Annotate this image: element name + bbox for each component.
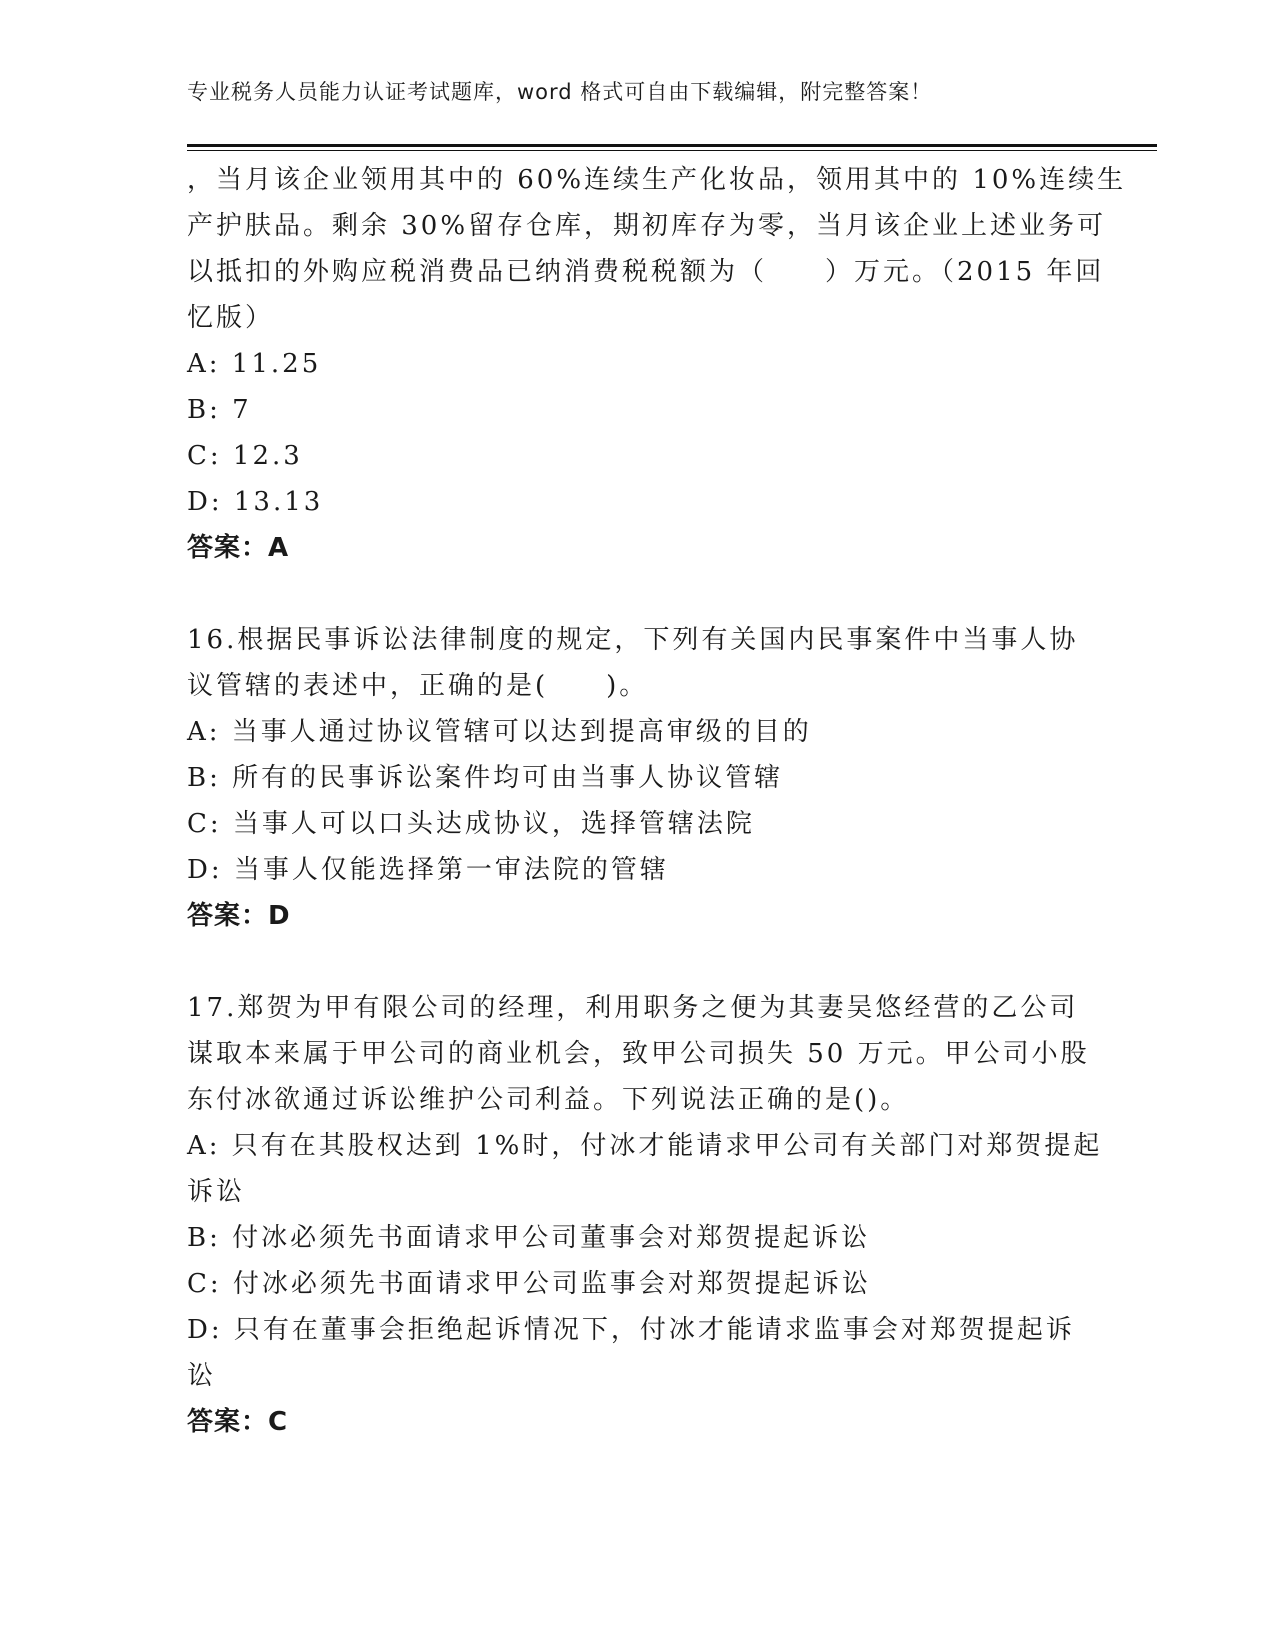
question-text-line: 议管辖的表述中，正确的是( )。	[187, 671, 649, 701]
option-a: A: 11.25	[187, 349, 322, 379]
option-d: D: 当事人仅能选择第一审法院的管辖	[187, 855, 669, 885]
question-content	[187, 157, 1127, 1445]
question-text-line: 谋取本来属于甲公司的商业机会，致甲公司损失 50 万元。甲公司小股	[187, 1039, 1090, 1069]
question-text-line: 东付冰欲通过诉讼维护公司利益。下列说法正确的是()。	[187, 1085, 910, 1115]
question-text-line: ，当月该企业领用其中的 60%连续生产化妆品，领用其中的 10%连续生	[187, 165, 1127, 195]
question-text-line: 16.根据民事诉讼法律制度的规定，下列有关国内民事案件中当事人协	[187, 625, 1079, 655]
option-a-continued: 诉讼	[187, 1177, 246, 1207]
header-rule-thin	[187, 150, 1157, 151]
option-c: C: 当事人可以口头达成协议，选择管辖法院	[187, 809, 755, 839]
option-a: A: 当事人通过协议管辖可以达到提高审级的目的	[187, 717, 812, 747]
option-c: C: 付冰必须先书面请求甲公司监事会对郑贺提起诉讼	[187, 1269, 871, 1299]
question-15	[187, 157, 1127, 571]
spacer	[187, 571, 1087, 617]
question-text-line: 以抵扣的外购应税消费品已纳消费税税额为（ ）万元。（2015 年回	[187, 257, 1105, 287]
option-d-continued: 讼	[187, 1361, 217, 1391]
question-text-line: 17.郑贺为甲有限公司的经理，利用职务之便为其妻吴悠经营的乙公司	[187, 993, 1079, 1023]
answer-label: 答案：A	[187, 533, 290, 563]
question-text-line: 产护肤品。剩余 30%留存仓库，期初库存为零，当月该企业上述业务可	[187, 211, 1107, 241]
spacer	[187, 939, 1087, 985]
option-b: B: 付冰必须先书面请求甲公司董事会对郑贺提起诉讼	[187, 1223, 871, 1253]
question-16	[187, 617, 1087, 939]
option-c: C: 12.3	[187, 441, 303, 471]
answer-label: 答案：D	[187, 901, 291, 931]
header-rule	[187, 144, 1157, 147]
option-b: B: 所有的民事诉讼案件均可由当事人协议管辖	[187, 763, 784, 793]
question-17	[187, 985, 1103, 1445]
answer-label: 答案：C	[187, 1407, 289, 1437]
option-d: D: 只有在董事会拒绝起诉情况下，付冰才能请求监事会对郑贺提起诉	[187, 1315, 1075, 1345]
option-d: D: 13.13	[187, 487, 324, 517]
page-header: 专业税务人员能力认证考试题库，word 格式可自由下载编辑，附完整答案！	[187, 80, 933, 104]
question-text-line: 忆版）	[187, 303, 275, 333]
option-a: A: 只有在其股权达到 1%时，付冰才能请求甲公司有关部门对郑贺提起	[187, 1131, 1103, 1161]
option-b: B: 7	[187, 395, 252, 425]
